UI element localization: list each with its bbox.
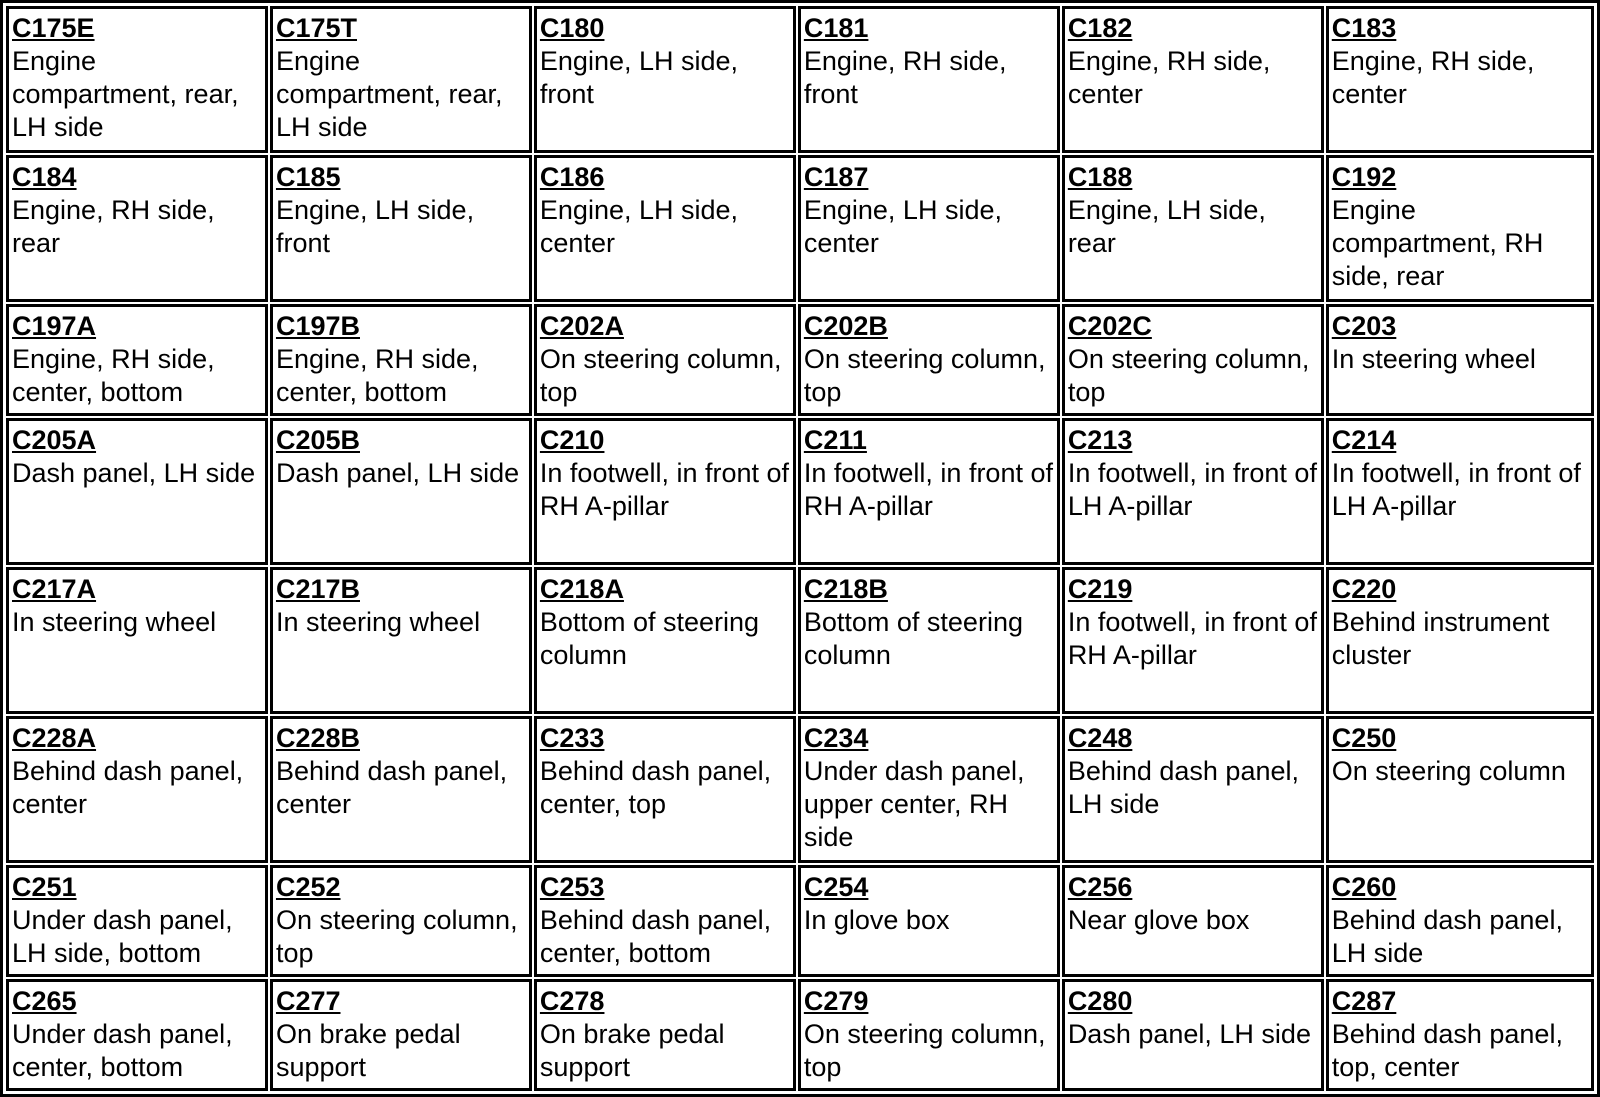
connector-id-link[interactable]: C217A	[12, 574, 97, 604]
connector-id-link[interactable]: C202C	[1067, 311, 1152, 341]
connector-cell	[799, 419, 1059, 564]
connector-cell	[1063, 305, 1323, 415]
connector-cell	[1063, 156, 1323, 301]
connector-id-link[interactable]: C233	[539, 723, 605, 753]
connector-location-text: Engine, LH side, front	[275, 195, 475, 258]
connector-id-link[interactable]: C205A	[12, 425, 97, 455]
connector-id-link[interactable]: C184	[12, 162, 77, 192]
connector-location-text: In steering wheel	[275, 607, 481, 637]
connector-id-link[interactable]: C248	[1067, 723, 1133, 753]
connector-cell	[535, 156, 795, 301]
connector-cell	[271, 568, 531, 713]
connector-location-text: Dash panel, LH side	[1067, 1019, 1311, 1049]
connector-location-text: On steering column, top	[803, 1019, 1046, 1082]
connector-cell	[799, 305, 1059, 415]
connector-location-text: In footwell, in front of RH A-pillar	[1067, 607, 1317, 670]
connector-id-link[interactable]: C214	[1331, 425, 1397, 455]
connector-id-link[interactable]: C256	[1067, 872, 1133, 902]
table-row	[7, 419, 1593, 564]
connector-location-text: Engine, LH side, center	[539, 195, 739, 258]
connector-id-link[interactable]: C175T	[275, 13, 357, 43]
connector-location-text: In steering wheel	[1331, 344, 1536, 374]
connector-id-link[interactable]: C279	[803, 986, 869, 1016]
connector-id-link[interactable]: C187	[803, 162, 869, 192]
connector-id-link[interactable]: C175E	[12, 13, 95, 43]
connector-location-text: In glove box	[803, 905, 950, 935]
connector-cell	[271, 419, 531, 564]
connector-cell	[799, 156, 1059, 301]
connector-id-link[interactable]: C234	[803, 723, 869, 753]
connector-location-text: Under dash panel, center, bottom	[12, 1019, 233, 1082]
connector-location-text: On steering column, top	[539, 344, 782, 407]
connector-id-link[interactable]: C183	[1331, 13, 1397, 43]
connector-location-text: On brake pedal support	[275, 1019, 461, 1082]
connector-location-text: Engine compartment, rear, LH side	[12, 46, 239, 142]
connector-cell	[799, 980, 1059, 1090]
connector-location-text: Engine, RH side, front	[803, 46, 1007, 109]
connector-cell	[1327, 419, 1593, 564]
connector-id-link[interactable]: C278	[539, 986, 605, 1016]
table-row	[7, 980, 1593, 1090]
connector-id-link[interactable]: C280	[1067, 986, 1133, 1016]
connector-cell	[1063, 7, 1323, 152]
connector-id-link[interactable]: C211	[803, 425, 867, 455]
connector-location-text: Dash panel, LH side	[275, 458, 520, 488]
connector-location-text: Behind dash panel, LH side	[1331, 905, 1563, 968]
connector-location-text: Engine, LH side, center	[803, 195, 1002, 258]
connector-cell	[1327, 568, 1593, 713]
connector-location-text: Engine, RH side, center	[1331, 46, 1535, 109]
connector-id-link[interactable]: C253	[539, 872, 605, 902]
connector-cell	[7, 717, 267, 862]
connector-id-link[interactable]: C260	[1331, 872, 1397, 902]
connector-cell	[535, 866, 795, 976]
connector-location-text: Engine compartment, rear, LH side	[275, 46, 503, 142]
connector-cell	[1063, 866, 1323, 976]
connector-location-text: Under dash panel, upper center, RH side	[803, 756, 1025, 852]
connector-location-text: On steering column	[1331, 756, 1566, 786]
connector-cell	[7, 980, 267, 1090]
connector-cell	[535, 717, 795, 862]
connector-location-text: Engine, LH side, rear	[1067, 195, 1266, 258]
connector-id-link[interactable]: C202A	[539, 311, 624, 341]
connector-cell	[1327, 980, 1593, 1090]
connector-cell	[535, 7, 795, 152]
connector-cell	[535, 419, 795, 564]
connector-cell	[271, 980, 531, 1090]
connector-location-text: Behind dash panel, top, center	[1331, 1019, 1563, 1082]
connector-location-text: On steering column, top	[803, 344, 1046, 407]
connector-id-link[interactable]: C252	[275, 872, 341, 902]
connector-id-link[interactable]: C251	[12, 872, 77, 902]
connector-location-text: Dash panel, LH side	[12, 458, 256, 488]
table-row	[7, 156, 1593, 301]
connector-location-text: Behind dash panel, center	[12, 756, 244, 819]
connector-cell	[7, 419, 267, 564]
connector-id-link[interactable]: C192	[1331, 162, 1397, 192]
connector-location-text: On brake pedal support	[539, 1019, 725, 1082]
connector-id-link[interactable]: C180	[539, 13, 605, 43]
connector-cell	[1327, 156, 1593, 301]
connector-cell	[1063, 568, 1323, 713]
connector-id-link[interactable]: C277	[275, 986, 341, 1016]
connector-cell	[535, 305, 795, 415]
connector-location-text: Behind dash panel, center, bottom	[539, 905, 772, 968]
connector-location-text: In steering wheel	[12, 607, 217, 637]
connector-cell	[1327, 717, 1593, 862]
connector-cell	[535, 980, 795, 1090]
connector-id-link[interactable]: C220	[1331, 574, 1397, 604]
connector-cell	[799, 7, 1059, 152]
connector-location-text: Near glove box	[1067, 905, 1250, 935]
connector-location-text: Engine, RH side, center, bottom	[275, 344, 479, 407]
connector-location-text: Engine, RH side, center	[1067, 46, 1271, 109]
connector-id-link[interactable]: C185	[275, 162, 341, 192]
connector-cell	[7, 156, 267, 301]
connector-cell	[271, 305, 531, 415]
connector-id-link[interactable]: C202B	[803, 311, 888, 341]
connector-cell	[1063, 717, 1323, 862]
connector-id-link[interactable]: C182	[1067, 13, 1133, 43]
connector-cell	[799, 717, 1059, 862]
table-row	[7, 7, 1593, 152]
connector-id-link[interactable]: C217B	[275, 574, 360, 604]
connector-cell	[1063, 980, 1323, 1090]
connector-location-text: In footwell, in front of LH A-pillar	[1331, 458, 1581, 521]
connector-location-text: On steering column, top	[1067, 344, 1310, 407]
connector-id-link[interactable]: C181	[803, 13, 869, 43]
connector-cell	[1327, 7, 1593, 152]
connector-cell	[799, 866, 1059, 976]
table-row	[7, 866, 1593, 976]
connector-location-text: Behind dash panel, LH side	[1067, 756, 1299, 819]
connector-cell	[7, 7, 267, 152]
table-row	[7, 717, 1593, 862]
connector-cell	[7, 568, 267, 713]
connector-location-text: In footwell, in front of RH A-pillar	[539, 458, 790, 521]
connector-location-text: Engine, RH side, rear	[12, 195, 215, 258]
connector-id-link[interactable]: C287	[1331, 986, 1397, 1016]
connector-cell	[271, 866, 531, 976]
connector-id-link[interactable]: C218B	[803, 574, 888, 604]
connector-cell	[7, 305, 267, 415]
table-row	[7, 305, 1593, 415]
table-row	[7, 568, 1593, 713]
connector-id-link[interactable]: C186	[539, 162, 605, 192]
connector-cell	[1063, 419, 1323, 564]
connector-id-link[interactable]: C228A	[12, 723, 97, 753]
connector-location-text: On steering column, top	[275, 905, 518, 968]
connector-location-text: Behind instrument cluster	[1331, 607, 1550, 670]
connector-id-link[interactable]: C203	[1331, 311, 1397, 341]
connector-id-link[interactable]: C197A	[12, 311, 97, 341]
connector-id-link[interactable]: C250	[1331, 723, 1397, 753]
connector-cell	[1327, 866, 1593, 976]
connector-location-text: Behind dash panel, center	[275, 756, 508, 819]
connector-id-link[interactable]: C228B	[275, 723, 360, 753]
connector-location-text: Behind dash panel, center, top	[539, 756, 772, 819]
connector-location-text: Bottom of steering column	[539, 607, 760, 670]
connector-id-link[interactable]: C210	[539, 425, 605, 455]
connector-location-text: Engine, RH side, center, bottom	[12, 344, 215, 407]
connector-location-text: Engine compartment, RH side, rear	[1331, 195, 1544, 291]
connector-cell	[799, 568, 1059, 713]
connector-location-text: Under dash panel, LH side, bottom	[12, 905, 233, 968]
connector-cell	[271, 717, 531, 862]
connector-cell	[7, 866, 267, 976]
connector-location-text: In footwell, in front of RH A-pillar	[803, 458, 1053, 521]
connector-cell	[1327, 305, 1593, 415]
connector-cell	[271, 7, 531, 152]
connector-id-link[interactable]: C254	[803, 872, 869, 902]
connector-id-link[interactable]: C219	[1067, 574, 1133, 604]
connector-location-text: Bottom of steering column	[803, 607, 1023, 670]
connector-id-link[interactable]: C188	[1067, 162, 1133, 192]
connector-id-link[interactable]: C213	[1067, 425, 1133, 455]
connector-table-body	[7, 7, 1593, 1090]
connector-location-text: In footwell, in front of LH A-pillar	[1067, 458, 1317, 521]
connector-location-text: Engine, LH side, front	[539, 46, 739, 109]
connector-id-link[interactable]: C265	[12, 986, 77, 1016]
connector-id-link[interactable]: C218A	[539, 574, 624, 604]
connector-id-link[interactable]: C197B	[275, 311, 360, 341]
connector-cell	[535, 568, 795, 713]
connector-id-link[interactable]: C205B	[275, 425, 360, 455]
connector-cell	[271, 156, 531, 301]
